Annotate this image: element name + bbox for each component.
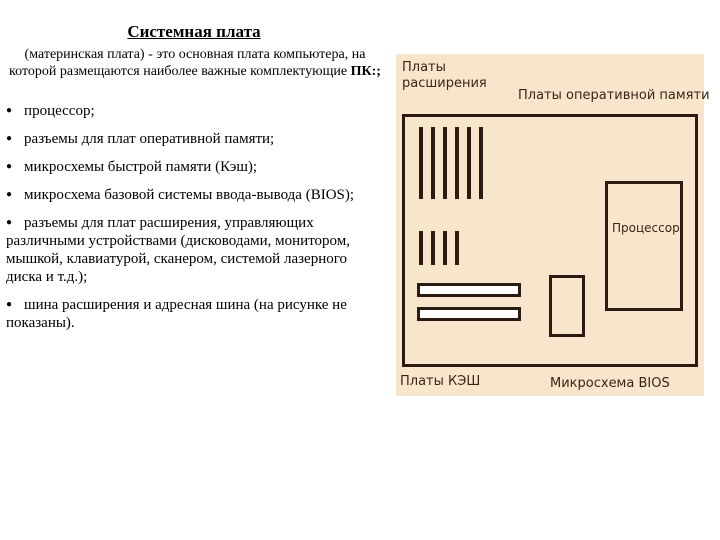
expansion-slot	[417, 307, 521, 321]
ram-slot	[431, 127, 435, 199]
board-outline	[402, 114, 698, 367]
intro-paragraph	[6, 46, 384, 80]
bullet-list	[6, 102, 386, 342]
expansion-slot	[417, 283, 521, 297]
label-ram: Платы оперативной памяти	[518, 88, 710, 103]
bullet-icon: ●	[6, 133, 13, 144]
cpu-label: Процессор	[612, 221, 680, 235]
list-item: ● шина расширения и адресная шина (на рисунке не показаны).	[6, 297, 347, 331]
ram-slot	[419, 127, 423, 199]
list-item: ● разъемы для плат расширения, управляющих различными устройствами (дисководами, монитором, мышкой, клавиатурой, сканером, системой лазерного диска и т.д.);	[6, 215, 351, 285]
ram-slot	[455, 127, 459, 199]
bullet-icon: ●	[6, 299, 13, 310]
list-item: ● микросхема базовой системы ввода-вывода (BIOS);	[6, 187, 355, 203]
cpu-block	[605, 181, 683, 311]
bullet-icon: ●	[6, 217, 13, 228]
label-bios: Микросхема BIOS	[550, 376, 670, 391]
bullet-icon: ●	[6, 161, 13, 172]
cache-slot	[443, 231, 447, 265]
cache-slot	[455, 231, 459, 265]
bullet-icon: ●	[6, 105, 13, 116]
bullet-icon: ●	[6, 189, 13, 200]
motherboard-diagram	[396, 54, 710, 396]
ram-slot	[443, 127, 447, 199]
cache-slot	[419, 231, 423, 265]
ram-slot	[467, 127, 471, 199]
label-cache: Платы КЭШ	[400, 374, 481, 389]
label-expansion: Платы расширения	[402, 60, 487, 91]
page-title: Системная плата	[127, 22, 261, 41]
list-item: ● разъемы для плат оперативной памяти;	[6, 131, 275, 147]
list-item: ● процессор;	[6, 103, 95, 119]
bios-chip	[549, 275, 585, 337]
cache-slot	[431, 231, 435, 265]
list-item: ● микросхемы быстрой памяти (Кэш);	[6, 159, 258, 175]
intro-bold: ПК:;	[350, 64, 381, 79]
intro-text: (материнская плата) - это основная плата компьютера, на которой размещаются наиболее важные комплектующие	[9, 47, 366, 79]
ram-slot	[479, 127, 483, 199]
